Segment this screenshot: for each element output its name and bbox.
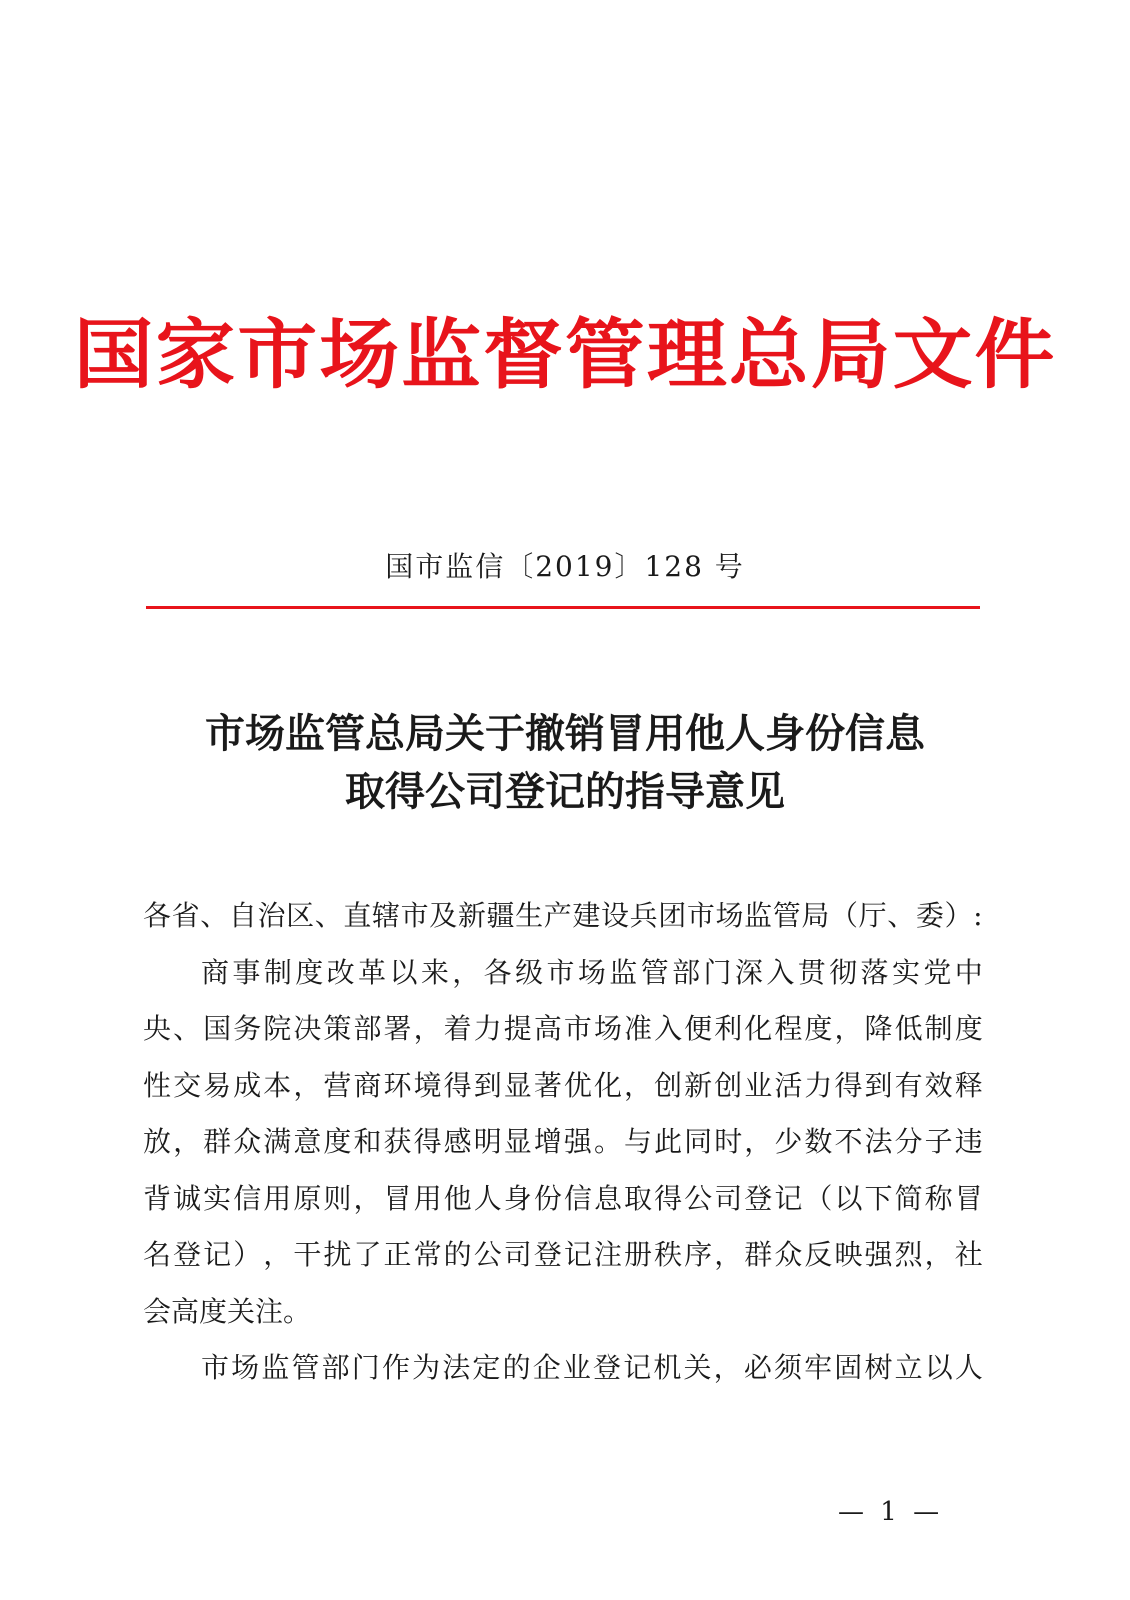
document-number: 国市监信〔2019〕128 号 bbox=[385, 550, 745, 583]
paragraph-line: 商 事 制 度 改 革 以 来 ， 各 级 市 场 监 管 部 门 深 入 贯 彻 落 实 党 中 bbox=[201, 955, 983, 989]
paragraph-line: 央 、 国 务 院 决 策 部 署 ， 着 力 提 高 市 场 准 入 便 利 化 程 度 ， 降 低 制 度 bbox=[143, 1012, 983, 1045]
subject-line-2: 取得公司登记的指导意见 bbox=[345, 768, 785, 815]
document-header-title: 国家市场监督管理总局文件 bbox=[73, 310, 1057, 399]
document-body bbox=[143, 888, 983, 1397]
salutation: 各 省 、 自 治 区 、 直 辖 市 及 新 疆 生 产 建 设 兵 团 市 场 监 管 局 （ 厅 、 委 ） : bbox=[143, 899, 983, 932]
paragraph-line: 市 场 监 管 部 门 作 为 法 定 的 企 业 登 记 机 关 ， 必 须 牢 固 树 立 以 人 bbox=[201, 1351, 983, 1384]
subject-line-1: 市场监管总局关于撤销冒用他人身份信息 bbox=[205, 710, 925, 757]
page-number: — 1 — bbox=[838, 1497, 944, 1527]
red-divider-line bbox=[146, 606, 980, 609]
paragraph-2 bbox=[143, 1340, 983, 1397]
paragraph-line: 放 ， 群 众 满 意 度 和 获 得 感 明 显 增 强 。 与 此 同 时 ， 少 数 不 法 分 子 违 bbox=[143, 1125, 983, 1158]
paragraph-line: 背 诚 实 信 用 原 则 ， 冒 用 他 人 身 份 信 息 取 得 公 司 登 记 （ 以 下 简 称 冒 bbox=[143, 1181, 983, 1215]
paragraph-line: 会高度关注。 bbox=[143, 1294, 312, 1328]
document-subject bbox=[0, 705, 1130, 821]
paragraph-line: 名 登 记 ） ， 干 扰 了 正 常 的 公 司 登 记 注 册 秩 序 ， 群 众 反 映 强 烈 ， 社 bbox=[143, 1238, 983, 1271]
paragraph-line: 性 交 易 成 本 ， 营 商 环 境 得 到 显 著 优 化 ， 创 新 创 业 活 力 得 到 有 效 释 bbox=[143, 1068, 983, 1102]
paragraph-1 bbox=[143, 945, 983, 1341]
